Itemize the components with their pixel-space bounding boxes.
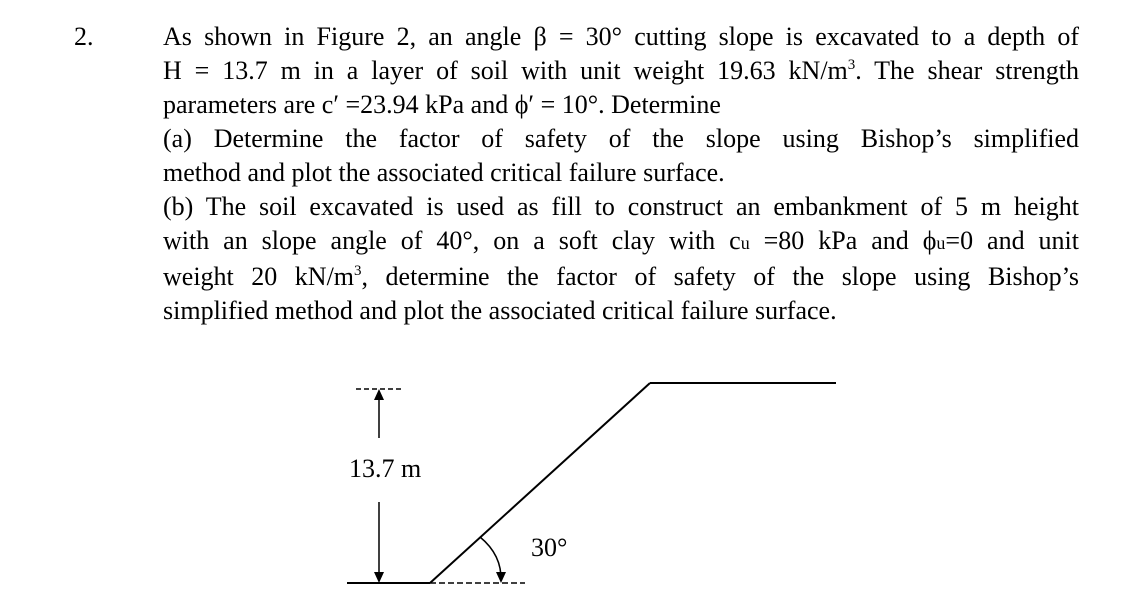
part-b-line-1: (b) The soil excavated is used as fill to construct an embankment of 5 m height — [163, 192, 1079, 221]
intro-line-2: H = 13.7 m in a layer of soil with unit weight 19.63 $kN/m^3$. The shear strength — [163, 56, 1079, 85]
height-label: 13.7 m — [349, 454, 422, 483]
part-b-line-4: simplified method and plot the associated critical failure surface. — [163, 296, 837, 325]
part-b-line-3: weight 20 $kN/m^3$, determine the factor of safety of the slope using Bishop’s — [163, 262, 1079, 291]
part-b-line-2: with an slope angle of 40°, on a soft clay with cu =80 kPa and ϕu=0 and unit — [163, 226, 1079, 255]
question-number: 2. — [74, 22, 94, 51]
arrow-down-icon — [374, 572, 384, 583]
part-a-line-1: (a) Determine the factor of safety of the slope using Bishop’s simplified — [163, 124, 1079, 153]
angle-arrow-icon — [496, 572, 506, 583]
part-a-line-2: method and plot the associated critical failure surface. — [163, 158, 725, 187]
intro-line-3: parameters are c′ =23.94 kPa and ϕ′ = 10°. Determine — [163, 90, 721, 119]
arrow-up-icon — [374, 389, 384, 400]
intro-line-1: As shown in Figure 2, an angle β = 30° cutting slope is excavated to a depth of — [163, 22, 1079, 51]
angle-label: 30° — [531, 533, 568, 562]
